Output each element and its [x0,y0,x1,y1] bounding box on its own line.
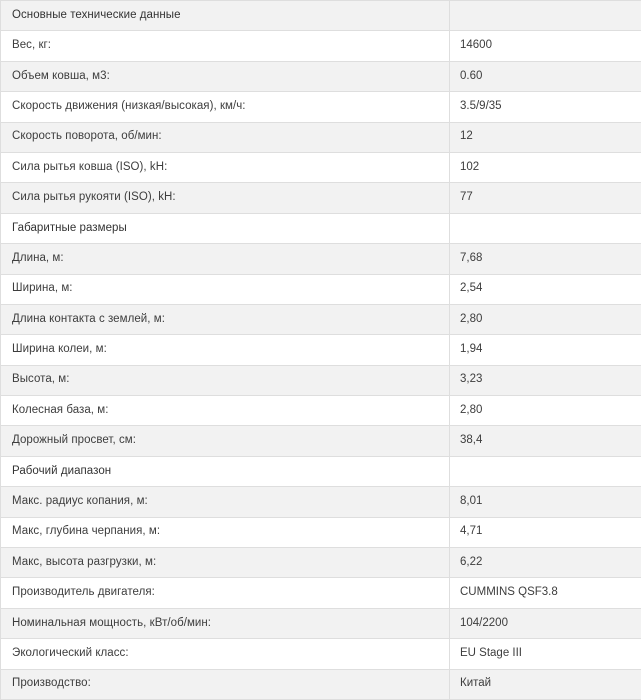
spec-row [1,365,641,395]
spec-section-row [1,1,641,31]
spec-value: 4,71 [450,517,641,547]
spec-value: CUMMINS QSF3.8 [450,578,641,608]
spec-row [1,152,641,182]
spec-value [450,456,641,486]
spec-row [1,517,641,547]
spec-section-row [1,213,641,243]
spec-value: 3.5/9/35 [450,92,641,122]
spec-row [1,669,641,699]
spec-row [1,274,641,304]
spec-value: 1,94 [450,335,641,365]
spec-value: 0.60 [450,61,641,91]
spec-row [1,639,641,669]
spec-label: Высота, м: [1,365,450,395]
spec-label: Длина контакта с землей, м: [1,304,450,334]
spec-value: 104/2200 [450,608,641,638]
spec-label: Объем ковша, м3: [1,61,450,91]
spec-value: 38,4 [450,426,641,456]
spec-value: 12 [450,122,641,152]
spec-value: 7,68 [450,244,641,274]
spec-value: 2,80 [450,396,641,426]
spec-label: Экологический класс: [1,639,450,669]
spec-value: 2,54 [450,274,641,304]
spec-row [1,92,641,122]
spec-row [1,426,641,456]
spec-label: Скорость поворота, об/мин: [1,122,450,152]
spec-row [1,122,641,152]
spec-row [1,304,641,334]
spec-section-label: Рабочий диапазон [1,456,450,486]
specifications-table-body [1,1,641,700]
spec-label: Макс, глубина черпания, м: [1,517,450,547]
spec-value: 3,23 [450,365,641,395]
spec-section-row [1,456,641,486]
spec-value: EU Stage III [450,639,641,669]
spec-value: 14600 [450,31,641,61]
spec-row [1,335,641,365]
spec-section-label: Габаритные размеры [1,213,450,243]
spec-row [1,396,641,426]
spec-label: Ширина колеи, м: [1,335,450,365]
spec-label: Дорожный просвет, см: [1,426,450,456]
spec-label: Производство: [1,669,450,699]
spec-label: Скорость движения (низкая/высокая), км/ч: [1,92,450,122]
spec-label: Номинальная мощность, кВт/об/мин: [1,608,450,638]
spec-label: Колесная база, м: [1,396,450,426]
spec-value: 77 [450,183,641,213]
spec-row [1,183,641,213]
spec-label: Ширина, м: [1,274,450,304]
spec-row [1,61,641,91]
spec-value: 2,80 [450,304,641,334]
spec-row [1,608,641,638]
spec-label: Вес, кг: [1,31,450,61]
spec-value [450,213,641,243]
spec-label: Макс. радиус копания, м: [1,487,450,517]
spec-row [1,244,641,274]
spec-value [450,1,641,31]
spec-row [1,578,641,608]
spec-value: 6,22 [450,548,641,578]
spec-row [1,487,641,517]
spec-row [1,548,641,578]
spec-value: 102 [450,152,641,182]
spec-value: 8,01 [450,487,641,517]
spec-label: Сила рытья ковша (ISO), kH: [1,152,450,182]
spec-section-label: Основные технические данные [1,1,450,31]
spec-label: Сила рытья рукояти (ISO), kH: [1,183,450,213]
spec-label: Производитель двигателя: [1,578,450,608]
spec-value: Китай [450,669,641,699]
spec-label: Макс, высота разгрузки, м: [1,548,450,578]
spec-row [1,31,641,61]
spec-label: Длина, м: [1,244,450,274]
